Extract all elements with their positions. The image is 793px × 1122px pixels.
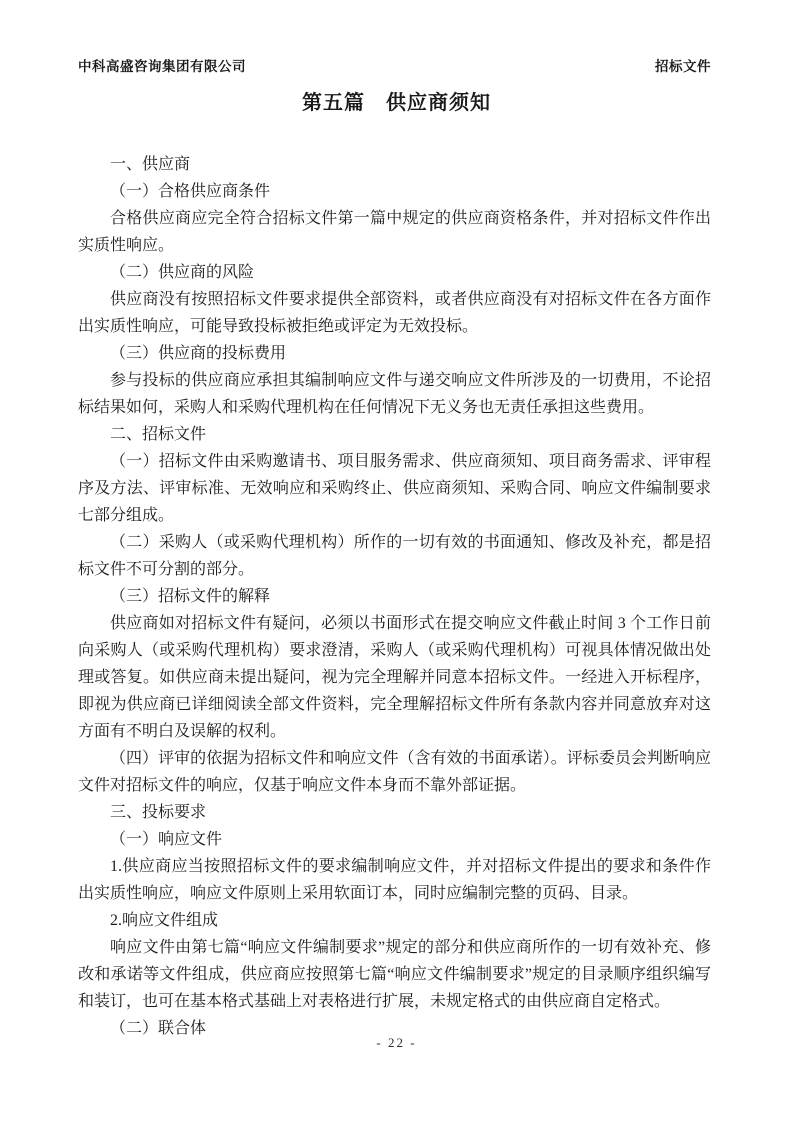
page-title: 第五篇 供应商须知 <box>302 92 491 114</box>
page-number: - 22 - <box>376 1035 417 1050</box>
subsection-heading: （二）供应商的风险 <box>110 264 255 281</box>
subsection-heading: （一）合格供应商条件 <box>110 183 271 200</box>
body-paragraph: （二）采购人（或采购代理机构）所作的一切有效的书面通知、修改及补充，都是招标文件不可分割的部分。 <box>78 534 711 578</box>
body-paragraph: 合格供应商应完全符合招标文件第一篇中规定的供应商资格条件，并对招标文件作出实质性响应。 <box>78 210 711 254</box>
document-header <box>78 55 711 75</box>
header-company-name: 中科高盛咨询集团有限公司 <box>78 59 246 74</box>
body-paragraph: （四）评审的依据为招标文件和响应文件（含有效的书面承诺）。评标委员会判断响应文件对招标文件的响应，仅基于响应文件本身而不靠外部证据。 <box>78 750 711 794</box>
body-paragraph: 响应文件由第七篇“响应文件编制要求”规定的部分和供应商所作的一切有效补充、修改和承诺等文件组成，供应商应按照第七篇“响应文件编制要求”规定的目录顺序组织编写和装订，也可在基本格式基础上对表格进行扩展，未规定格式的由供应商自定格式。 <box>78 939 711 1010</box>
section-heading: 一、供应商 <box>110 156 191 173</box>
body-paragraph: 供应商没有按照招标文件要求提供全部资料，或者供应商没有对招标文件在各方面作出实质性响应，可能导致投标被拒绝或评定为无效投标。 <box>78 291 711 335</box>
section-heading: 二、招标文件 <box>110 426 207 443</box>
subsection-heading: （二）联合体 <box>110 1020 207 1037</box>
header-document-type: 招标文件 <box>655 59 711 74</box>
section-heading: 三、投标要求 <box>110 804 207 821</box>
body-paragraph: 1.供应商应当按照招标文件的要求编制响应文件，并对招标文件提出的要求和条件作出实质性响应，响应文件原则上采用软面订本，同时应编制完整的页码、目录。 <box>78 858 711 902</box>
page-footer <box>0 1035 793 1051</box>
subsection-heading: （三）招标文件的解释 <box>110 588 271 605</box>
subsection-heading: 2.响应文件组成 <box>110 912 219 929</box>
body-paragraph: 供应商如对招标文件有疑问，必须以书面形式在提交响应文件截止时间 3 个工作日前向采购人（或采购代理机构）要求澄清，采购人（或采购代理机构）可视具体情况做出处理或答复。如供应商未提出疑问，视为完全理解并同意本招标文件。一经进入开标程序，即视为供应商已详细阅读全部文件资料，完全理解招标文件所有条款内容并同意放弃对这方面有不明白及误解的权利。 <box>78 615 711 740</box>
subsection-heading: （一）响应文件 <box>110 831 223 848</box>
subsection-heading: （三）供应商的投标费用 <box>110 345 287 362</box>
document-body <box>78 151 711 1042</box>
body-paragraph: （一）招标文件由采购邀请书、项目服务需求、供应商须知、项目商务需求、评审程序及方法、评审标准、无效响应和采购终止、供应商须知、采购合同、响应文件编制要求七部分组成。 <box>78 453 711 524</box>
body-paragraph: 参与投标的供应商应承担其编制响应文件与递交响应文件所涉及的一切费用，不论招标结果如何，采购人和采购代理机构在任何情况下无义务也无责任承担这些费用。 <box>78 372 711 416</box>
